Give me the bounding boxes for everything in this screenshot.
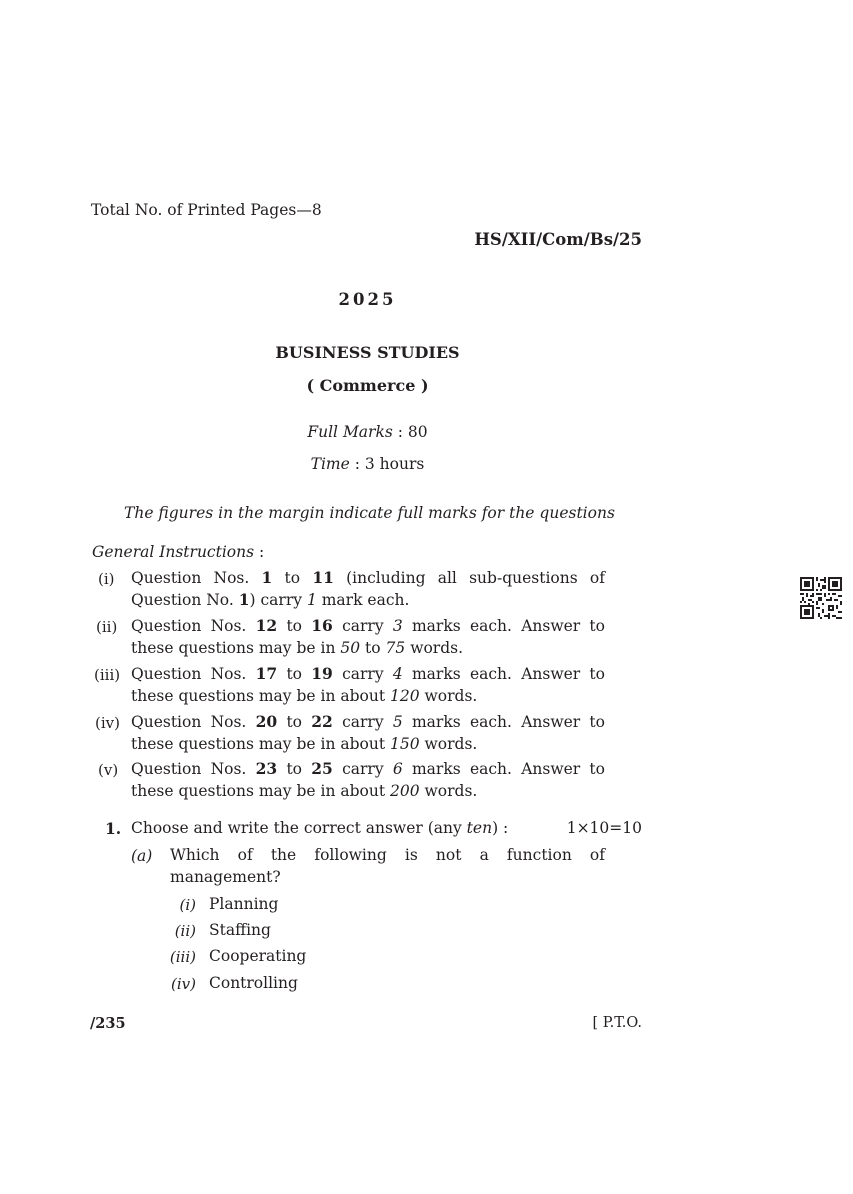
exam-time bbox=[250, 455, 485, 473]
text: Question Nos. bbox=[131, 569, 262, 587]
option-text: Staffing bbox=[209, 921, 271, 939]
text: Question Nos. bbox=[131, 617, 256, 635]
text: ) carry bbox=[249, 591, 307, 609]
instruction-line bbox=[131, 663, 605, 685]
question-ref: 16 bbox=[311, 616, 333, 635]
option-number: (iv) bbox=[171, 975, 196, 993]
option-number: (i) bbox=[179, 896, 196, 914]
text: Question Nos. bbox=[131, 760, 256, 778]
text: mark each. bbox=[316, 591, 410, 609]
text: words. bbox=[419, 687, 478, 705]
question-ref: 22 bbox=[311, 712, 333, 731]
word-count: 150 bbox=[390, 735, 420, 753]
question-ref: 17 bbox=[255, 664, 278, 683]
text: to bbox=[277, 760, 312, 778]
full-marks-label: Full Marks bbox=[307, 423, 393, 441]
time-label: Time bbox=[310, 455, 350, 473]
word-count: 50 bbox=[340, 639, 361, 657]
text: Question No. bbox=[131, 591, 239, 609]
option-text: Planning bbox=[209, 895, 279, 913]
instruction-number: (ii) bbox=[96, 618, 118, 636]
option-text: Cooperating bbox=[209, 947, 307, 965]
question-ref: 19 bbox=[311, 664, 333, 683]
question-ref: 12 bbox=[255, 616, 278, 635]
text: to bbox=[277, 713, 312, 731]
text: marks each. Answer to bbox=[402, 760, 605, 778]
general-instructions-heading bbox=[92, 543, 264, 561]
text: carry bbox=[332, 713, 393, 731]
text: Question Nos. bbox=[131, 665, 256, 683]
qr-code-icon bbox=[800, 577, 842, 619]
instruction-line bbox=[131, 780, 605, 802]
question-ref: 1 bbox=[261, 568, 273, 587]
question-marks: 1×10=10 bbox=[566, 819, 642, 837]
question-ref: 25 bbox=[311, 759, 333, 778]
printed-pages-note: Total No. of Printed Pages—8 bbox=[91, 201, 322, 219]
word-count: 75 bbox=[385, 639, 406, 657]
text: marks each. Answer to bbox=[402, 617, 605, 635]
text: Question Nos. bbox=[131, 713, 256, 731]
please-turn-over: [ P.T.O. bbox=[592, 1015, 642, 1031]
text: (including all sub-questions of bbox=[333, 569, 605, 587]
paper-code: HS/XII/Com/Bs/25 bbox=[474, 230, 642, 249]
instruction-line bbox=[131, 567, 605, 589]
instruction-number: (iv) bbox=[95, 714, 120, 732]
word-count: 120 bbox=[390, 687, 420, 705]
sub-question-text: management? bbox=[170, 868, 281, 886]
marks-value: 6 bbox=[392, 760, 403, 778]
question-ref: 1 bbox=[238, 590, 250, 609]
text: carry bbox=[332, 617, 393, 635]
question-ref: 23 bbox=[255, 759, 278, 778]
time-value: : 3 hours bbox=[349, 455, 425, 473]
full-marks bbox=[250, 423, 485, 441]
text: Choose and write the correct answer (any bbox=[131, 819, 467, 837]
option-number: (ii) bbox=[174, 922, 196, 940]
question-number: 1. bbox=[105, 819, 122, 838]
text: words. bbox=[419, 735, 478, 753]
text: these questions may be in about bbox=[131, 687, 390, 705]
text: to bbox=[360, 639, 386, 657]
question-ref: 11 bbox=[312, 568, 334, 587]
text: these questions may be in about bbox=[131, 782, 390, 800]
option-text: Controlling bbox=[209, 974, 298, 992]
instruction-line bbox=[131, 733, 605, 755]
instruction-line bbox=[131, 711, 605, 733]
text: ) : bbox=[492, 819, 509, 837]
sub-question-text: Which of the following is not a function of bbox=[170, 846, 605, 864]
text: to bbox=[272, 569, 313, 587]
subject-title: BUSINESS STUDIES bbox=[275, 343, 460, 362]
instruction-line bbox=[131, 758, 605, 780]
text: carry bbox=[332, 665, 393, 683]
marks-value: 3 bbox=[392, 617, 403, 635]
text: words. bbox=[405, 639, 464, 657]
marks-value: 4 bbox=[392, 665, 403, 683]
instruction-line bbox=[131, 589, 605, 611]
stream-label: ( Commerce ) bbox=[306, 376, 429, 395]
exam-year: 2025 bbox=[338, 290, 397, 309]
option-number: (iii) bbox=[169, 948, 196, 966]
instruction-number: (v) bbox=[98, 761, 119, 779]
word-count: 200 bbox=[390, 782, 420, 800]
instruction-line bbox=[131, 615, 605, 637]
instruction-line bbox=[131, 685, 605, 707]
question-ref: 20 bbox=[255, 712, 278, 731]
sub-question-label: (a) bbox=[131, 847, 153, 865]
text: these questions may be in about bbox=[131, 735, 390, 753]
paper-number: /235 bbox=[90, 1015, 126, 1032]
text: marks each. Answer to bbox=[402, 665, 605, 683]
text: these questions may be in bbox=[131, 639, 341, 657]
text: carry bbox=[332, 760, 393, 778]
full-marks-value: : 80 bbox=[392, 423, 428, 441]
marks-value: 1 bbox=[306, 591, 317, 609]
instruction-line bbox=[131, 637, 605, 659]
question-text bbox=[131, 819, 508, 837]
text: marks each. Answer to bbox=[402, 713, 605, 731]
instruction-number: (i) bbox=[98, 570, 115, 588]
text: to bbox=[277, 617, 312, 635]
general-instructions-label: General Instructions bbox=[92, 543, 255, 561]
marks-value: 5 bbox=[392, 713, 403, 731]
text: to bbox=[277, 665, 312, 683]
instruction-number: (iii) bbox=[94, 666, 121, 684]
text: ten bbox=[466, 819, 493, 837]
text: words. bbox=[419, 782, 478, 800]
margin-note: The figures in the margin indicate full marks for the questions bbox=[124, 504, 615, 522]
general-instructions-colon: : bbox=[254, 543, 265, 561]
